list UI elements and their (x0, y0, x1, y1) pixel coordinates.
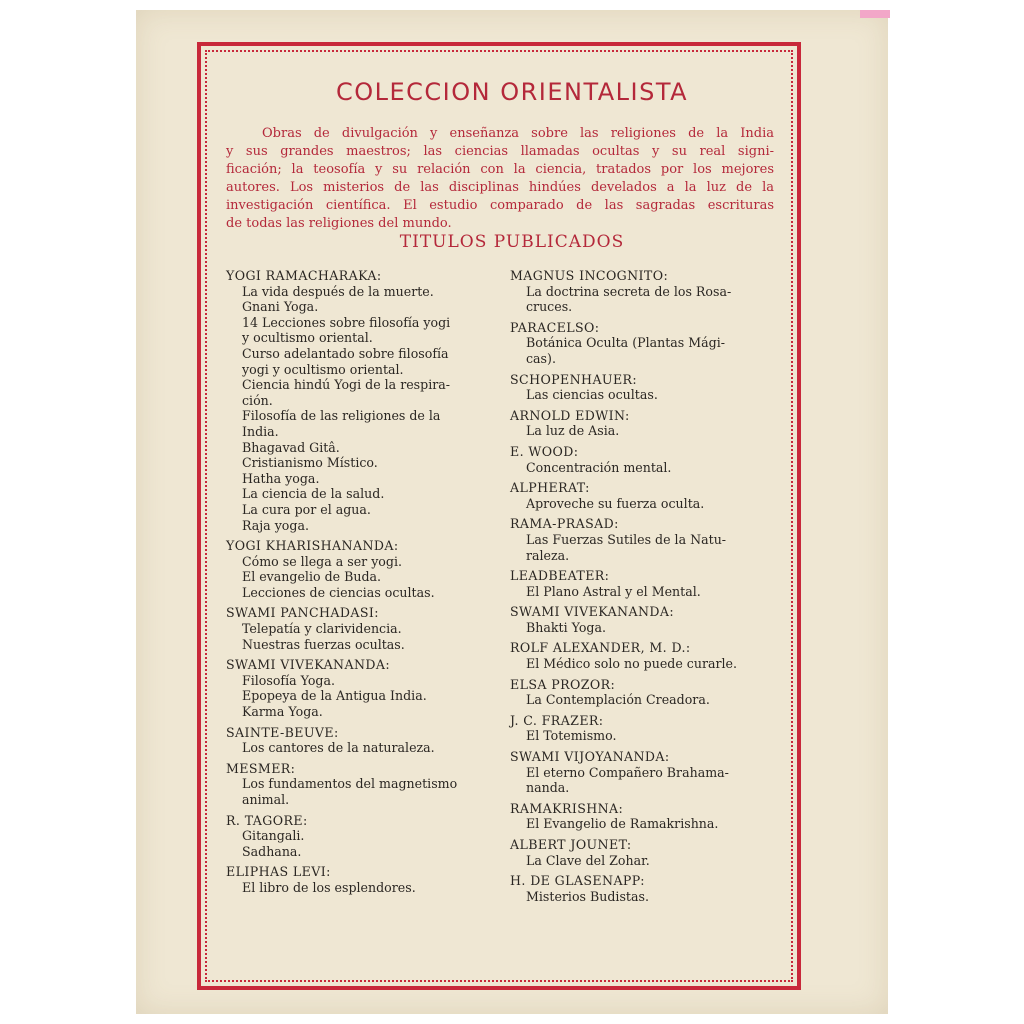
work-title: Concentración mental. (526, 459, 672, 475)
work-title: Lecciones de ciencias ocultas. (242, 584, 435, 600)
work-title: El eterno Compañero Brahama- (526, 764, 729, 780)
author-entry (226, 725, 494, 756)
author-entry (510, 604, 778, 635)
author-entry (510, 801, 778, 832)
work-title: Karma Yoga. (242, 704, 323, 720)
work-title: cas). (526, 350, 556, 366)
work-title: La ciencia de la salud. (242, 486, 385, 502)
author-entry (226, 813, 494, 860)
author-name: RAMAKRISHNA: (510, 800, 624, 816)
work-title: Ciencia hindú Yogi de la respira- (242, 377, 451, 393)
work-title: 14 Lecciones sobre filosofía yogi (242, 314, 451, 330)
author-name: ARNOLD EDWIN: (510, 407, 630, 423)
work-title: Bhagavad Gitâ. (242, 439, 340, 455)
work-title: ción. (242, 392, 273, 408)
work-title: Botánica Oculta (Plantas Mági- (526, 335, 726, 351)
work-title: India. (242, 423, 279, 439)
work-title: Los cantores de la naturaleza. (242, 740, 435, 756)
author-name: RAMA-PRASAD: (510, 516, 619, 532)
work-title: La Contemplación Creadora. (526, 692, 710, 708)
work-title: El Evangelio de Ramakrishna. (526, 816, 719, 832)
author-name: E. WOOD: (510, 443, 579, 459)
author-name: SCHOPENHAUER: (510, 371, 638, 387)
work-title: Misterios Budistas. (526, 888, 649, 904)
work-title: Telepatía y clarividencia. (242, 621, 402, 637)
author-entry (226, 657, 494, 719)
author-entry (226, 538, 494, 600)
author-name: SWAMI VIVEKANANDA: (226, 657, 391, 673)
author-entry (510, 408, 778, 439)
work-title: cruces. (526, 299, 573, 315)
author-entry (510, 320, 778, 367)
work-title: raleza. (526, 547, 570, 563)
author-name: YOGI RAMACHARAKA: (226, 268, 382, 283)
author-entry (510, 268, 778, 315)
author-name: ELSA PROZOR: (510, 676, 616, 692)
intro-line: ficación; la teosofía y su relación con la ciencia, tratados por los mejores (226, 162, 774, 177)
published-titles-heading: TITULOS PUBLICADOS (399, 232, 625, 252)
author-entry (510, 640, 778, 671)
work-title: Sadhana. (242, 843, 302, 859)
collection-title: COLECCION ORIENTALISTA (335, 78, 689, 106)
author-entry (226, 605, 494, 652)
author-name: ELIPHAS LEVI: (226, 864, 331, 880)
author-entry (510, 677, 778, 708)
author-name: ALBERT JOUNET: (510, 837, 632, 852)
author-entry (510, 749, 778, 796)
titles-column-left (226, 268, 494, 901)
author-entry (226, 761, 494, 808)
work-title: El evangelio de Buda. (242, 569, 382, 585)
author-entry (510, 713, 778, 744)
work-title: Bhakti Yoga. (526, 619, 606, 635)
work-title: Filosofía Yoga. (242, 672, 335, 688)
author-entry (510, 873, 778, 904)
work-title: El libro de los esplendores. (242, 879, 416, 895)
intro-paragraph (226, 125, 774, 233)
work-title: yogi y ocultismo oriental. (242, 361, 404, 377)
author-name: H. DE GLASENAPP: (510, 873, 645, 889)
author-name: MAGNUS INCOGNITO: (510, 268, 669, 283)
author-entry (510, 372, 778, 403)
author-entry (510, 480, 778, 511)
author-name: LEADBEATER: (510, 568, 610, 584)
author-name: J. C. FRAZER: (510, 712, 604, 728)
intro-line: y sus grandes maestros; las ciencias llamadas ocultas y su real signi- (226, 144, 774, 159)
intro-line: autores. Los misterios de las disciplinas hindúes develados a la luz de la (226, 180, 774, 195)
author-entry (510, 568, 778, 599)
author-name: SWAMI VIJOYANANDA: (510, 749, 670, 765)
titles-column-right (510, 268, 778, 909)
work-title: Raja yoga. (242, 517, 309, 533)
work-title: Curso adelantado sobre filosofía (242, 345, 449, 361)
work-title: Cómo se llega a ser yogi. (242, 553, 402, 569)
intro-line: Obras de divulgación y enseñanza sobre las religiones de la India (262, 126, 774, 141)
work-title: El Plano Astral y el Mental. (526, 583, 701, 599)
author-name: MESMER: (226, 760, 296, 776)
work-title: Las ciencias ocultas. (526, 387, 658, 403)
author-entry (510, 837, 778, 868)
author-name: YOGI KHARISHANANDA: (226, 538, 399, 554)
work-title: Las Fuerzas Sutiles de la Natu- (526, 531, 727, 547)
work-title: Nuestras fuerzas ocultas. (242, 636, 405, 652)
author-entry (510, 516, 778, 563)
author-name: ROLF ALEXANDER, M. D.: (510, 640, 691, 656)
author-entry (226, 268, 494, 533)
work-title: Gnani Yoga. (242, 299, 319, 315)
work-title: Cristianismo Místico. (242, 455, 378, 471)
work-title: La luz de Asia. (526, 423, 620, 439)
author-entry (510, 444, 778, 475)
work-title: Hatha yoga. (242, 470, 320, 486)
author-name: SWAMI VIVEKANANDA: (510, 604, 675, 620)
work-title: Aproveche su fuerza oculta. (526, 495, 705, 511)
author-name: ALPHERAT: (510, 480, 590, 496)
author-name: SWAMI PANCHADASI: (226, 605, 379, 621)
work-title: El Totemismo. (526, 728, 617, 744)
work-title: nanda. (526, 780, 570, 796)
work-title: La Clave del Zohar. (526, 852, 650, 868)
intro-line: de todas las religiones del mundo. (226, 216, 452, 231)
author-name: PARACELSO: (510, 319, 600, 335)
work-title: La cura por el agua. (242, 501, 371, 517)
work-title: Los fundamentos del magnetismo (242, 776, 458, 792)
author-name: SAINTE-BEUVE: (226, 724, 339, 740)
work-title: Epopeya de la Antigua India. (242, 688, 427, 704)
author-entry (226, 864, 494, 895)
work-title: y ocultismo oriental. (242, 330, 373, 346)
work-title: Gitangali. (242, 828, 305, 844)
author-name: R. TAGORE: (226, 812, 308, 828)
cover-edge (860, 10, 890, 18)
intro-line: investigación científica. El estudio comparado de las sagradas escrituras (226, 198, 774, 213)
work-title: La doctrina secreta de los Rosa- (526, 283, 732, 299)
work-title: Filosofía de las religiones de la (242, 408, 441, 424)
work-title: El Médico solo no puede curarle. (526, 656, 737, 672)
work-title: animal. (242, 792, 290, 807)
work-title: La vida después de la muerte. (242, 283, 434, 299)
